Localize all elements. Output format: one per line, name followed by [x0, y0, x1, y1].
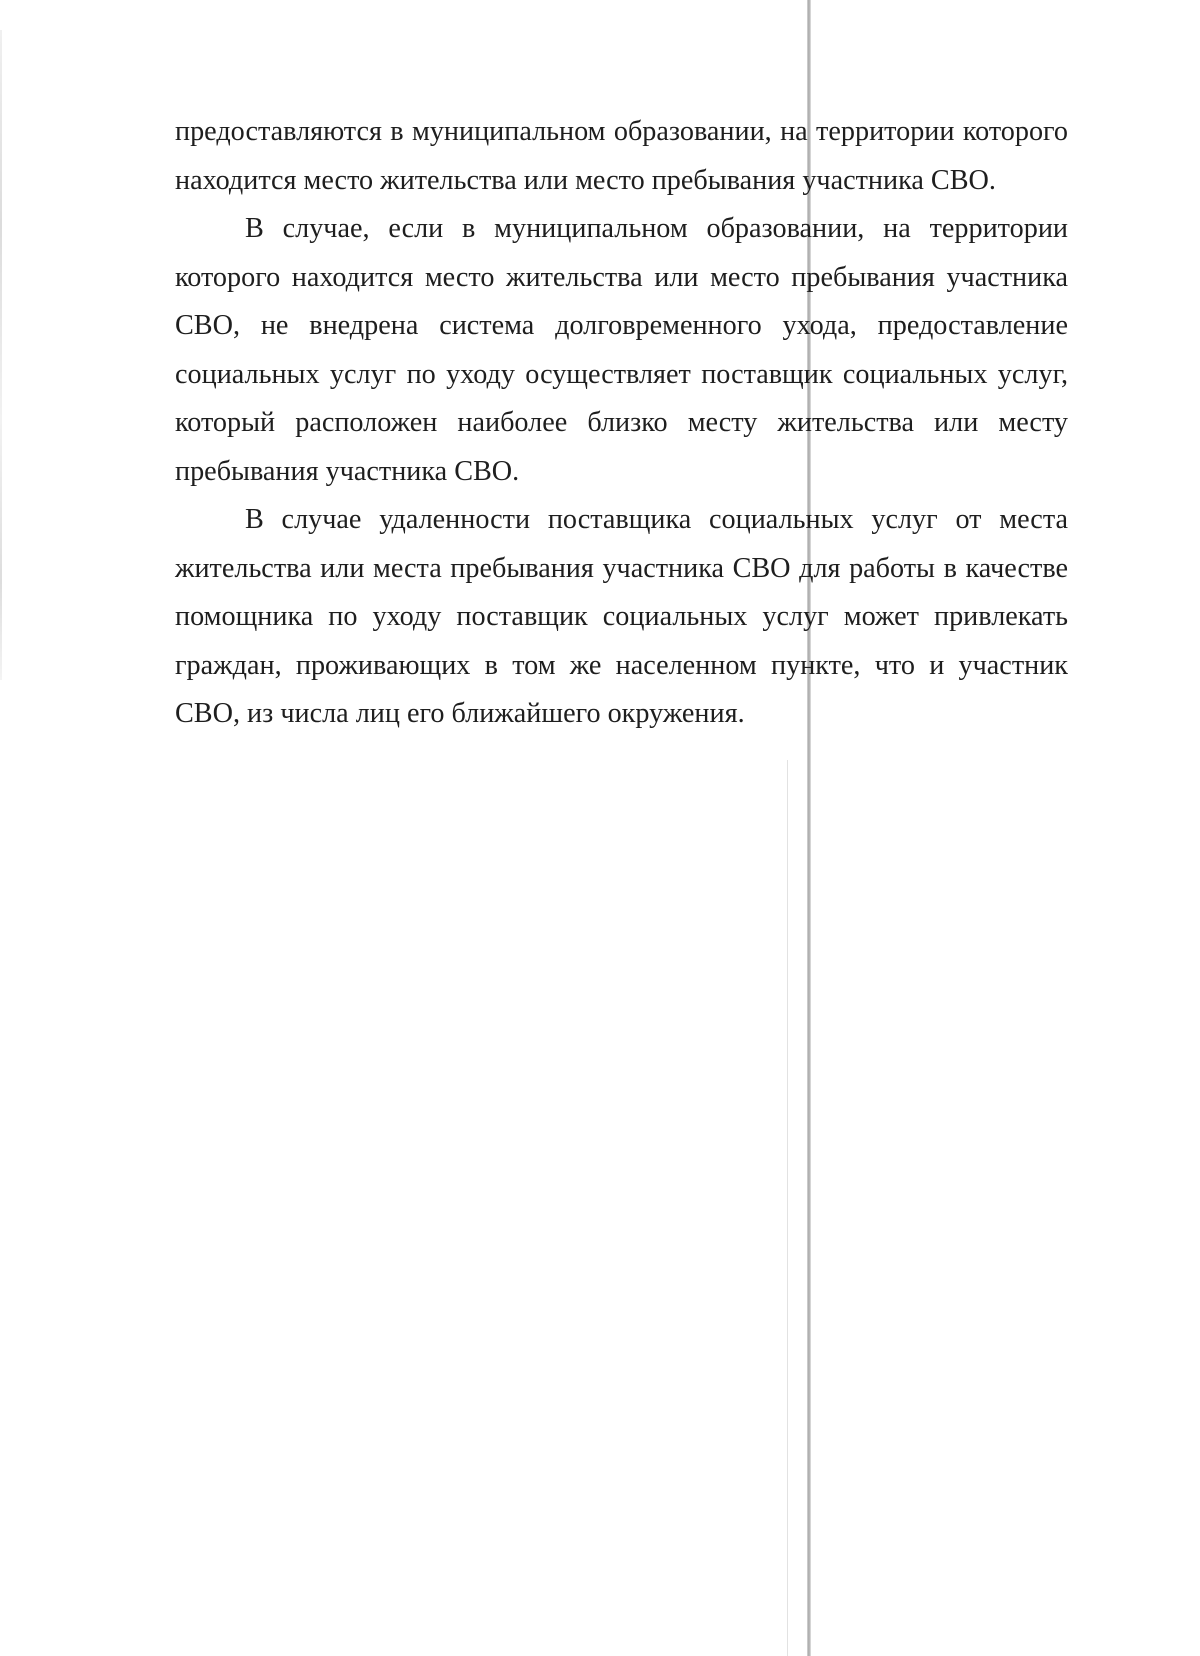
scan-left-edge	[0, 30, 2, 680]
paragraph-remote-provider: В случае удаленности поставщика социальных услуг от места жительства или места пребывания участника СВО для работы в качестве помощника по уходу поставщик социальных услуг может привлекать граждан, проживающих в том же населенном пункте, что и участник СВО, из числа лиц его ближайшего окружения.	[175, 504, 1068, 729]
paragraph-continuation: предоставляются в муниципальном образовании, на территории которого находится место жительства или место пребывания участника СВО.	[175, 116, 1068, 196]
document-body	[175, 108, 1068, 739]
paragraph-no-ltc-system: В случае, если в муниципальном образовании, на территории которого находится место жительства или место пребывания участника СВО, не внедрена система долговременного ухода, предоставление социальных услуг по уходу осуществляет поставщик социальных услуг, который расположен наиболее близко месту жительства или месту пребывания участника СВО.	[175, 213, 1068, 487]
scan-faint-line	[787, 760, 788, 1656]
